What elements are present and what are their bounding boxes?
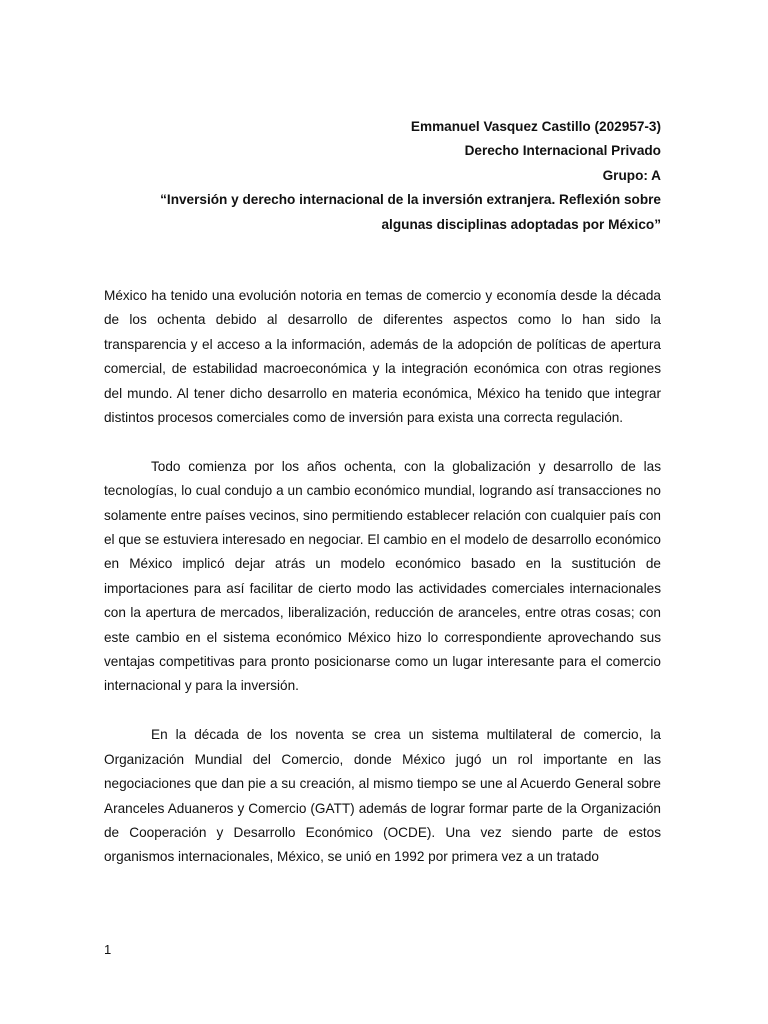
paragraph-2: Todo comienza por los años ochenta, con la globalización y desarrollo de las tecnologías, lo cual condujo a un cambio económico mundial, logrando así transacciones no solamente entre países vecinos, sino permitiendo establecer relación con cualquier país con el que se estuviera interesado en negociar. El cambio en el modelo de desarrollo económico en México implicó dejar atrás un modelo económico basado en la sustitución de importaciones para así facilitar de cierto modo las actividades comerciales internacionales con la apertura de mercados, liberalización, reducción de aranceles, entre otras cosas; con este cambio en el sistema económico México hizo lo correspondiente aprovechando sus ventajas competitivas para pronto posicionarse como un lugar interesante para el comercio internacional y para la inversión. — [104, 458, 661, 694]
page-number: 1 — [104, 942, 112, 957]
essay-title-line-1: “Inversión y derecho internacional de la inversión extranjera. Reflexión sobre — [160, 192, 661, 208]
document-body — [104, 284, 661, 894]
course-line: Derecho Internacional Privado — [464, 143, 661, 159]
group-line: Grupo: A — [602, 167, 661, 183]
paragraph-3: En la década de los noventa se crea un sistema multilateral de comercio, la Organización Mundial del Comercio, donde México jugó un rol importante en las negociaciones que dan pie a su creación, al mismo tiempo se une al Acuerdo General sobre Aranceles Aduaneros y Comercio (GATT) además de lograr formar parte de la Organización de Cooperación y Desarrollo Económico (OCDE). Una vez siendo parte de estos organismos internacionales, México, se unió en 1992 por primera vez a un tratado — [104, 727, 661, 865]
essay-title-line-2: algunas disciplinas adoptadas por México” — [381, 216, 661, 232]
paragraph-1: México ha tenido una evolución notoria en temas de comercio y economía desde la década de los ochenta debido al desarrollo de diferentes aspectos como lo han sido la transparencia y el acceso a la información, además de la adopción de políticas de apertura comercial, de estabilidad macroeconómica y la integración económica con otras regiones del mundo. Al tener dicho desarrollo en materia económica, México ha tenido que integrar distintos procesos comerciales como de inversión para exista una correcta regulación. — [104, 288, 661, 426]
author-line: Emmanuel Vasquez Castillo (202957-3) — [410, 119, 661, 134]
document-header — [104, 115, 661, 237]
